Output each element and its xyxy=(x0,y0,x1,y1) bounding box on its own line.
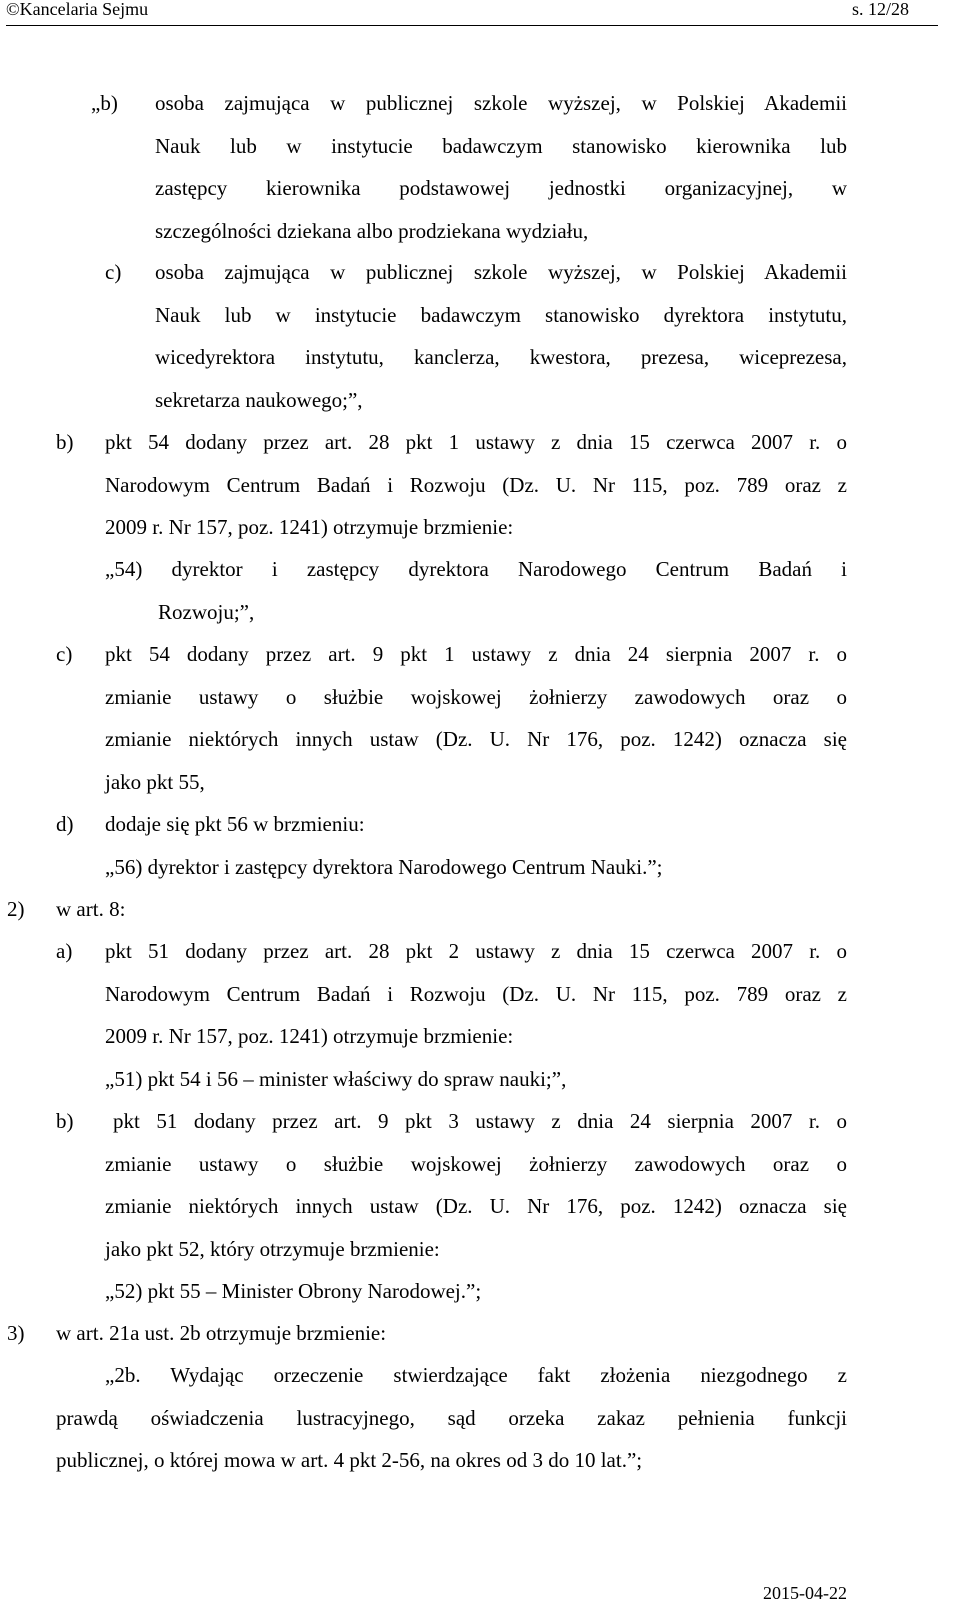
item-3-quote xyxy=(56,1354,847,1482)
text-line: Nauk lub w instytucie badawczym stanowisko dyrektora instytutu, xyxy=(155,302,847,327)
item-3-label: 3) xyxy=(7,1321,25,1345)
quote-b-text xyxy=(155,82,847,252)
item-d-label: d) xyxy=(56,812,74,836)
text-line: Rozwoju;”, xyxy=(158,599,255,624)
text-line: wicedyrektora instytutu, kanclerza, kwestora, prezesa, wiceprezesa, xyxy=(155,345,847,369)
text-line: prawdą oświadczenia lustracyjnego, sąd orzeka zakaz pełnienia funkcji xyxy=(56,1405,847,1430)
item-2b-text xyxy=(105,1100,847,1313)
item-d-text xyxy=(105,803,847,888)
item-b-text xyxy=(105,421,847,549)
text-line: zmianie niektórych innych ustaw (Dz. U. Nr 176, poz. 1242) oznacza się xyxy=(105,727,847,751)
text-line: Narodowym Centrum Badań i Rozwoju (Dz. U. Nr 115, poz. 789 oraz z xyxy=(105,981,847,1006)
item-2a-text xyxy=(105,930,847,1100)
text-line: osoba zajmująca w publicznej szkole wyższej, w Polskiej Akademii xyxy=(155,260,847,284)
text-line: osoba zajmująca w publicznej szkole wyższej, w Polskiej Akademii xyxy=(155,91,847,115)
text-line: „2b. Wydając orzeczenie stwierdzające fakt złożenia niezgodnego z xyxy=(105,1363,847,1387)
text-line: 2009 r. Nr 157, poz. 1241) otrzymuje brzmienie: xyxy=(105,1024,514,1048)
text-line: Nauk lub w instytucie badawczym stanowisko kierownika lub xyxy=(155,133,847,158)
header-divider xyxy=(6,25,938,26)
footer-date: 2015-04-22 xyxy=(763,1583,847,1603)
quote-c-text xyxy=(155,251,847,421)
item-2-label: 2) xyxy=(7,897,25,921)
item-b-label: b) xyxy=(56,430,74,454)
text-line: „52) pkt 55 – Minister Obrony Narodowej.”; xyxy=(105,1279,482,1303)
text-line: jako pkt 55, xyxy=(105,769,205,794)
text-line: „51) pkt 54 i 56 – minister właściwy do spraw nauki;”, xyxy=(105,1066,567,1091)
text-line: zmianie niektórych innych ustaw (Dz. U. Nr 176, poz. 1242) oznacza się xyxy=(105,1194,847,1218)
text-line: „56) dyrektor i zastępcy dyrektora Narodowego Centrum Nauki.”; xyxy=(105,854,663,879)
item-3-text: w art. 21a ust. 2b otrzymuje brzmienie: xyxy=(56,1321,387,1345)
quote-b-prefix: „b) xyxy=(91,91,118,115)
text-line: zmianie ustawy o służbie wojskowej żołnierzy zawodowych oraz o xyxy=(105,684,847,709)
text-line: szczególności dziekana albo prodziekana wydziału, xyxy=(155,218,589,243)
text-line: publicznej, o której mowa w art. 4 pkt 2-56, na okres od 3 do 10 lat.”; xyxy=(56,1448,643,1472)
text-line: pkt 54 dodany przez art. 9 pkt 1 ustawy z dnia 24 sierpnia 2007 r. o xyxy=(105,642,847,666)
text-line: dodaje się pkt 56 w brzmieniu: xyxy=(105,812,365,836)
item-b-quote xyxy=(105,548,847,633)
text-line: sekretarza naukowego;”, xyxy=(155,387,363,412)
header-source: ©Kancelaria Sejmu xyxy=(6,0,149,19)
item-2a-label: a) xyxy=(56,939,73,963)
header-page-number: s. 12/28 xyxy=(852,0,910,19)
item-2-text: w art. 8: xyxy=(56,897,126,921)
item-c-label: c) xyxy=(56,642,73,666)
text-line: „54) dyrektor i zastępcy dyrektora Narodowego Centrum Badań i xyxy=(105,557,847,581)
text-line: pkt 54 dodany przez art. 28 pkt 1 ustawy z dnia 15 czerwca 2007 r. o xyxy=(105,430,847,454)
text-line: jako pkt 52, który otrzymuje brzmienie: xyxy=(105,1236,440,1261)
text-line: pkt 51 dodany przez art. 9 pkt 3 ustawy z dnia 24 sierpnia 2007 r. o xyxy=(113,1109,847,1133)
text-line: zmianie ustawy o służbie wojskowej żołnierzy zawodowych oraz o xyxy=(105,1151,847,1176)
text-line: zastępcy kierownika podstawowej jednostki organizacyjnej, w xyxy=(155,176,847,200)
item-c-text xyxy=(105,633,847,803)
item-2b-label: b) xyxy=(56,1109,74,1133)
text-line: Narodowym Centrum Badań i Rozwoju (Dz. U. Nr 115, poz. 789 oraz z xyxy=(105,472,847,497)
text-line: 2009 r. Nr 157, poz. 1241) otrzymuje brzmienie: xyxy=(105,515,514,539)
quote-c-label: c) xyxy=(105,260,122,284)
text-line: pkt 51 dodany przez art. 28 pkt 2 ustawy z dnia 15 czerwca 2007 r. o xyxy=(105,939,847,963)
